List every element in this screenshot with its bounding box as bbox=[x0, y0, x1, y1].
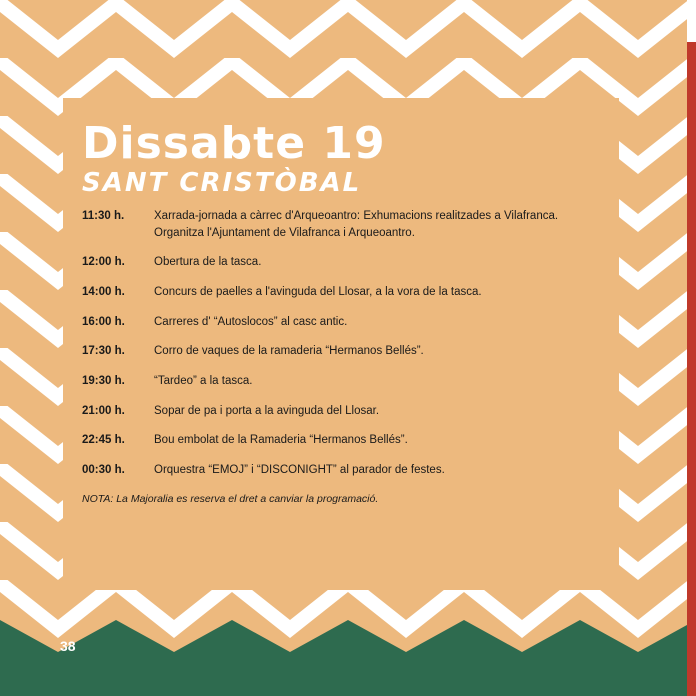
green-zigzag-band bbox=[0, 576, 696, 696]
schedule-description: “Tardeo” a la tasca. bbox=[154, 375, 253, 388]
schedule-time: 16:00 h. bbox=[82, 315, 125, 328]
schedule-time: 21:00 h. bbox=[82, 404, 125, 417]
schedule-row bbox=[82, 343, 606, 360]
schedule-row bbox=[82, 403, 606, 420]
schedule-description: Carreres d' “Autoslocos” al casc antic. bbox=[154, 315, 348, 328]
schedule-row bbox=[82, 284, 606, 301]
schedule-description: Sopar de pa i porta a la avinguda del Llosar. bbox=[154, 404, 380, 417]
heading-block bbox=[82, 118, 622, 198]
schedule-description: Corro de vaques de la ramaderia “Hermanos Bellés”. bbox=[154, 345, 424, 358]
schedule-description: Concurs de paelles a l'avinguda del Llosar, a la vora de la tasca. bbox=[154, 286, 482, 299]
schedule-list bbox=[82, 208, 606, 506]
schedule-time: 11:30 h. bbox=[82, 210, 125, 222]
schedule-description: Bou embolat de la Ramaderia “Hermanos Bellés”. bbox=[154, 434, 408, 447]
schedule-description: Xarrada-jornada a càrrec d'Arqueoantro: Exhumacions realitzades a Vilafranca. Organitza l'Ajuntament de Vilafranca i Arqueoantro. bbox=[154, 210, 559, 239]
page-title: Dissabte 19 bbox=[82, 118, 386, 169]
schedule-row bbox=[82, 208, 606, 241]
schedule-row bbox=[82, 314, 606, 331]
schedule-row bbox=[82, 254, 606, 271]
schedule-row bbox=[82, 462, 606, 479]
page-number: 38 bbox=[60, 638, 76, 654]
schedule-row bbox=[82, 432, 606, 449]
schedule-time: 19:30 h. bbox=[82, 375, 125, 388]
schedule-description: Orquestra “EMOJ” i “DISCONIGHT” al parador de festes. bbox=[154, 464, 445, 477]
schedule-time: 00:30 h. bbox=[82, 464, 125, 477]
schedule-time: 12:00 h. bbox=[82, 256, 125, 269]
schedule-time: 14:00 h. bbox=[82, 286, 125, 299]
schedule-time: 22:45 h. bbox=[82, 434, 125, 447]
red-edge-strip bbox=[687, 0, 696, 696]
page-subtitle: SANT CRISTÒBAL bbox=[82, 168, 362, 198]
schedule-row bbox=[82, 373, 606, 390]
schedule-note: NOTA: La Majoralia es reserva el dret a canviar la programació. bbox=[82, 492, 379, 505]
red-edge-strip-gap bbox=[687, 0, 696, 42]
schedule-description: Obertura de la tasca. bbox=[154, 256, 262, 269]
schedule-time: 17:30 h. bbox=[82, 345, 125, 358]
